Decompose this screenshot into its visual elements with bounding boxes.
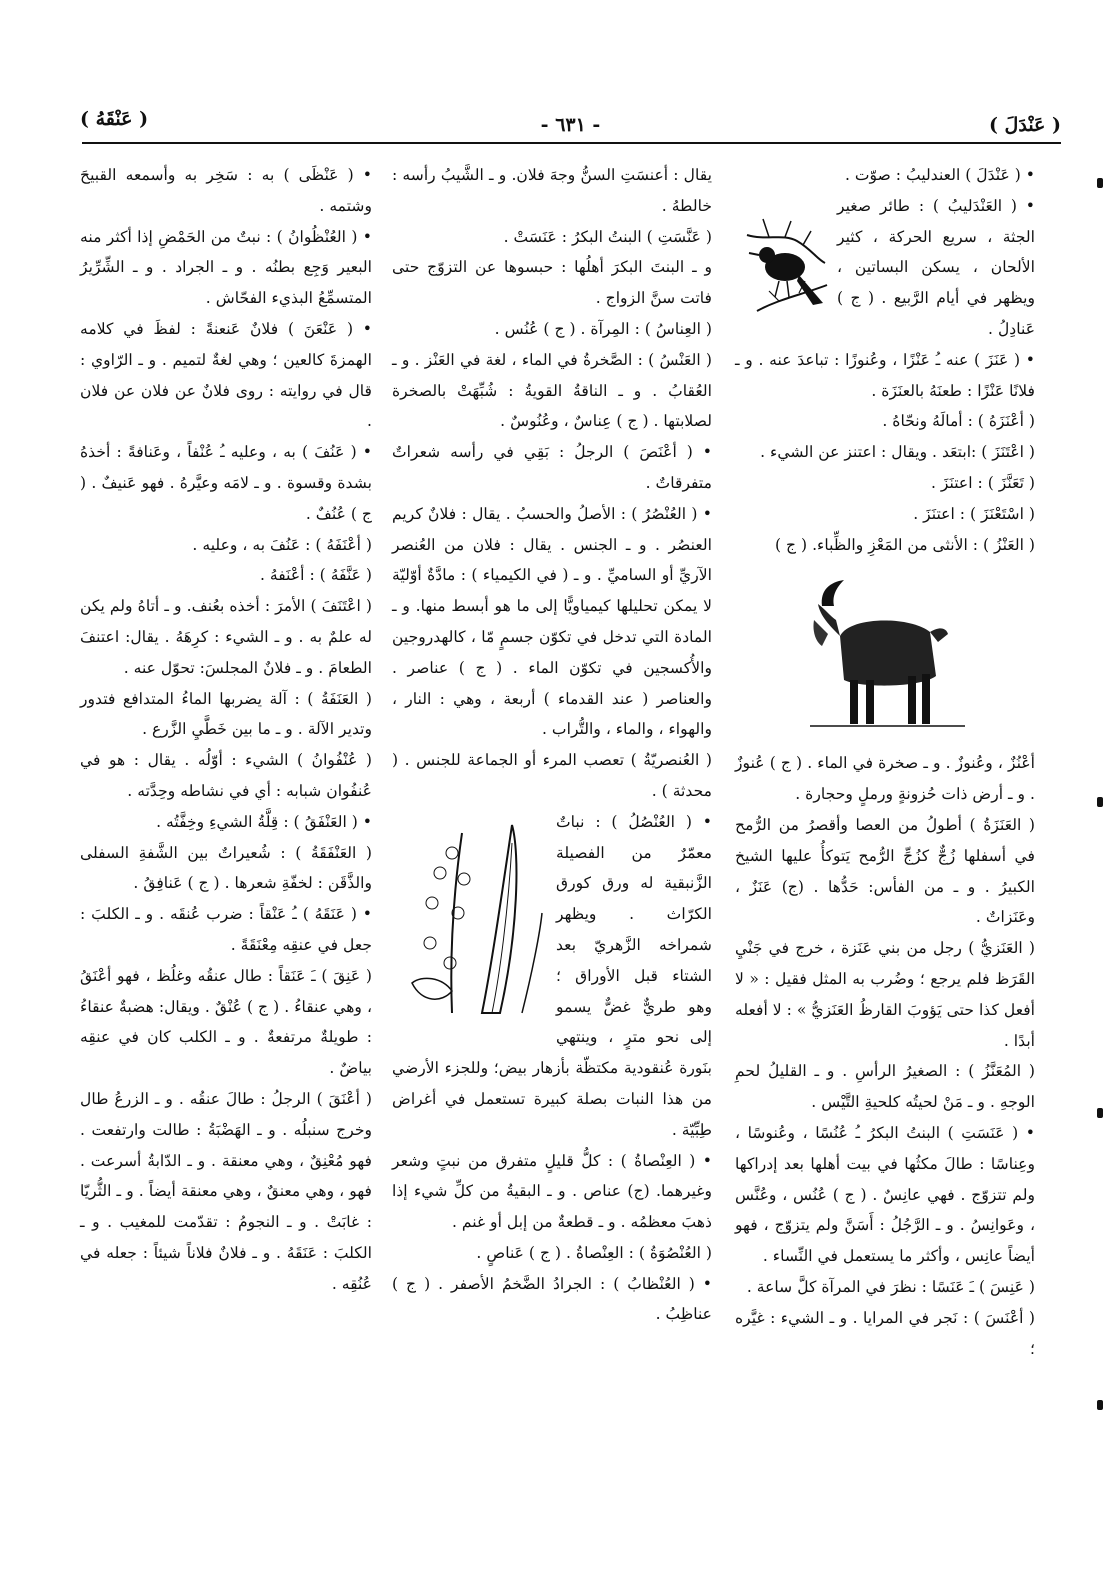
entry: ( المُعَنَّزُ ) : الصغيرُ الرأسِ . و ـ القليلُ لحمِ الوجهِ . و ـ مَنْ لحيتُه كلحيةِ التَّيْس . [735,1062,1035,1112]
entry: • ( عَنُفَ ) به ، وعليه ـُ عُنْفاً ، وعَنافةً : أخذهُ بشدة وقسوة . و ـ لامَه وعيَّرهُ . فهو عَنيفٌ . ( ج ) عُنُفٌ . [80,443,372,523]
column-middle [392,160,712,1330]
entry: ( العِناسُ ) : المِرآة . ( ج ) عُنُس . [494,319,712,338]
page-number: - ٦٣١ - [540,114,601,136]
entry: أعْنُزٌ ، وعُنوزٌ . و ـ صخرة في الماء . ( ج ) عُنوزٌ . و ـ أرض ذات حُزونةٍ ورملٍ وحجارة . [735,754,1035,804]
entry: • ( عَنْعَنَ ) فلانٌ عَنعنةً : لفظَ في كلامه الهمزةَ كالعين ؛ وهي لغةٌ لتميم . و ـ الرّاوي : قال في روايته : روى فلانٌ عن فلان عن فلان . [80,319,372,431]
entry: ( العَنَزيُّ ) رجل من بني عَنَزة ، خرج في جَنْيِ القَرَظ فلم يرجع ؛ وضُرب به المثل فقيل : « لا أفعل كذا حتى يَؤوبَ القارظُ العَنَزيُّ » : لا أفعله أبدًا . [735,939,1035,1050]
entry: • ( أعْنَصَ ) الرجلُ : بَقِي في رأسه شعراتٌ متفرقاتٌ . [392,443,712,492]
entry: ( العَنْفَقَةُ ) : شُعيراتٌ بين الشَّفةِ السفلى والذَّقَن : لخفّةِ شعرها . ( ج ) عَنافِقُ . [80,843,372,893]
entry: ( العَنَزَةُ ) أطولُ من العصا وأقصرُ من الرُّمح في أسفلها زُجٌّ كزُجِّ الرُّمح يَتوكأُ عليها الشيخ الكبيرُ . و ـ من الفأس: حَدُّها . (ج) عَنَزٌ ، وعَنَزاتٌ . [735,815,1035,927]
entry: ( أعْنَزَهُ ) : أمالَهُ ونحّاهُ . [882,412,1035,431]
page-header [80,100,1061,140]
entry: • ( عَنَقَهُ ) ـُ عَنْقاً : ضرب عُنقَه . و ـ الكلبَ : جعل في عنقِه مِعْنَقَةً . [80,905,372,954]
entry: و ـ البنتَ البكرَ أهلُها : حبسوها عن التزوّج حتى فاتت سنَّ الزواج . [392,258,712,308]
entry: ( أعْنَسَ ) : نَجر في المرايا . و ـ الشيء : غيَّره ؛ [735,1308,1035,1358]
left-guideword: ( عَنْقَهُ ) [80,108,149,130]
entry: ( عَنَّسَتِ ) البنتُ البكرُ : عَنَسَتْ . [503,227,712,246]
entry: ( أعْنَقَ ) الرجلُ : طالَ عنقُه . و ـ الزرعُ طال وخرج سنبلُه . و ـ الهَضْبَةُ : طالت وارتفعت . فهو مُعْنِقٌ ، وهي معنقة . و ـ الدّابةُ أسرعت . فهو ، وهي معنقٌ ، وهي معنقة أيضاً . و ـ الثُّريّا : غابَتْ . و ـ النجومُ : تقدّمت للمغيب . و ـ الكلبَ : عَنَقَهُ . و ـ فلانٌ فلاناً شيئاً : جعله في عُنُقِه . [80,1089,372,1293]
margin-mark [1097,1400,1103,1410]
entry: ( العَنْسُ ) : الصَّخرةُ في الماء ، لغة في العَنْز . و ـ العُقابُ . و ـ الناقةُ القويةُ : شُبِّهَتْ بالصخرة لصلابتها . ( ج ) عِناسٌ ، وعُنُوسٌ . [392,350,712,431]
column-left [80,160,372,1299]
entry: ( عَنِقَ ) ـَ عَنَقاً : طال عنقُه وغلُظ ، فهو أعْنَقُ ، وهي عنقاءُ . ( ج ) عُنْقٌ . ويقال: هضبةٌ عنقاءُ : طويلةٌ مرتفعةٌ . و ـ الكلب كان في عنقِه بياضٌ . [80,966,372,1078]
entry: ( عُنْفُوانُ ) الشيء : أوّلُه . يقال : هو في عُنفُوان شبابه : أي في نشاطه وحِدَّته . [80,751,372,800]
entry: يقال : أعنسَتِ السنُّ وجهَ فلان. و ـ الشَّيبُ رأسه : خالطهُ . [392,166,712,215]
goat-illustration [800,576,970,736]
entry: • ( العَنْفَقُ ) : قِلَّةُ الشيءِ وخِفَّتُه . [156,812,372,831]
entry: • ( العِنْصاةُ ) : كلُّ قليلٍ متفرق من نبتٍ وشعر وغيرهما. (ج) عناص . و ـ البقيةُ من كلِّ شيء إذا ذهبَ معظمُه . و ـ قطعةٌ من إبل أو غنم . [392,1151,712,1232]
entry: • ( العُنْظابُ ) : الجرادُ الضَّخمُ الأصفر . ( ج ) عناظِبُ . [392,1274,712,1324]
entry: ( العُنْصُوَةُ ) : العِنْصاةُ . ( ج ) عَناصٍ . [476,1243,712,1262]
entry: ( عَنِسَ ) ـَ عَنَسًا : نظرَ في المرآة كلَّ ساعة . [746,1277,1035,1296]
entry: ( العَنْزُ ) : الأنثى من المَعْزِ والظِّباء. ( ج ) [774,535,1035,554]
entry: ( عَنَّفَهُ ) : أعْنَفهُ . [259,566,372,585]
entry: • ( عَنْظَى ) به : سَخِر به وأسمعه القبيحَ وشتمه . [80,166,372,215]
entry: • ( عَنَسَتِ ) البنتُ البكرُ ـُ عُنُسًا ، وعُنوسًا ، وعِناسًا : طالَ مكثُها في بيت أهلها بعد إدراكها ولم تتزوّج . فهي عانِسٌ . ( ج ) عُنُس ، وعُنَّس ، وعَوانِسُ . و ـ الرَّجُلُ : أَسَنَّ ولم يتزوّج ، فهو أيضاً عانِس ، وأكثر ما يستعمل في النِّساء . [735,1123,1035,1266]
entry: • ( عَنْدَلَ ) العندليبُ : صوّت . [844,166,1035,184]
entry: ( اعْتَنَزَ ) :ابتعَد . ويقال : اعتنز عن الشيء . [760,443,1035,462]
right-guideword: ( عَنْدَلَ ) [988,114,1061,136]
nightingale-illustration [739,211,831,321]
entry: • ( العُنْصُلُ ) : نباتٌ معمّرٌ من الفصيلة الزَّنبقية له ورق كورق الكرّاث . ويظهر شمراخه الزَّهريّ بعد الشتاء قبل الأوراق ؛ وهو طريٌّ غضٌّ يسمو إلى نحو مترٍ ، وينتهي بنَورة عُنقودية مكتظّة بأزهار بيض؛ وللجزء الأرضي من هذا النبات بصلة كبيرة تستعمل في أغراض طِبِّيّة . [392,812,712,1139]
entry: ( أعْنَفَهُ ) : عَنُفَ به ، وعليه . [192,535,372,554]
entry: ( تَعَنَّزَ ) : اعتنَزَ . [931,473,1035,492]
entry: ( العُنصريّةُ ) تعصب المرء أو الجماعة للجنس . ( محدثة ) . [392,751,712,800]
header-rule [82,142,1061,144]
margin-mark [1097,178,1103,188]
entry: • ( العَنْدَليبُ ) : طائر صغير الجثة ، سريع الحركة ، كثير الألحان ، يسكن البساتين ، ويظهر في أيام الرَّبيع . ( ج ) عَنادِلُ . [837,196,1035,338]
entry: • ( العُنْظُوانُ ) : نبتٌ من الحَمْضِ إذا أكثر منه البعير وَجِع بطنُه . و ـ الجراد . و ـ الشِّرِّيرُ المتسمِّعُ البذيء الفحّاش . [80,227,372,308]
entry: ( اسْتَعْنَزَ ) : اعتنَزَ . [913,504,1035,523]
entry: ( اعْتَنَفَ ) الأمرَ : أخذه بعُنف. و ـ أتاهُ ولم يكن له علمٌ به . و ـ الشيء : كرِهَهُ . يقال: اعتنفَ الطعامَ . و ـ فلانٌ المجلسَ: تحوّل عنه . [80,597,372,677]
margin-mark [1097,797,1103,807]
entry: • ( العُنْصُرُ ) : الأصلُ والحسبُ . يقال : فلانٌ كريم العنصُر . و ـ الجنس . يقال : فلان من العُنصر الآريِّ أو الساميِّ . و ـ ( في الكيمياء ) : مادَّةٌ أوّليّة لا يمكن تحليلها كيمياويًّا إلى ما هو أبسط منها. و ـ المادة التي تدخل في تكوّن جسمٍ مّا ، كالهدروجين والأُكسجين في تكوّن الماء . ( ج ) عناصر . والعناصر ( عند القدماء ) أربعة ، وهي : النار ، والهواء ، والماء ، والتُّراب . [392,504,712,739]
entry: • ( عَنَزَ ) عنه ـُ عَنْزًا ، وعُنوزًا : تباعدَ عنه . و ـ فلانًا عَنْزًا : طعنَهُ بالعنَزَة . [735,350,1035,400]
column-right [735,160,1035,1364]
entry: ( العَنَفَةُ ) : آلة يضربها الماءُ المتدافع فتدور وتدير الآلة . و ـ ما بين خَطَّيِ الزَّرع . [80,689,372,739]
onion-plant-illustration [392,813,552,1023]
margin-mark [1097,1108,1103,1118]
